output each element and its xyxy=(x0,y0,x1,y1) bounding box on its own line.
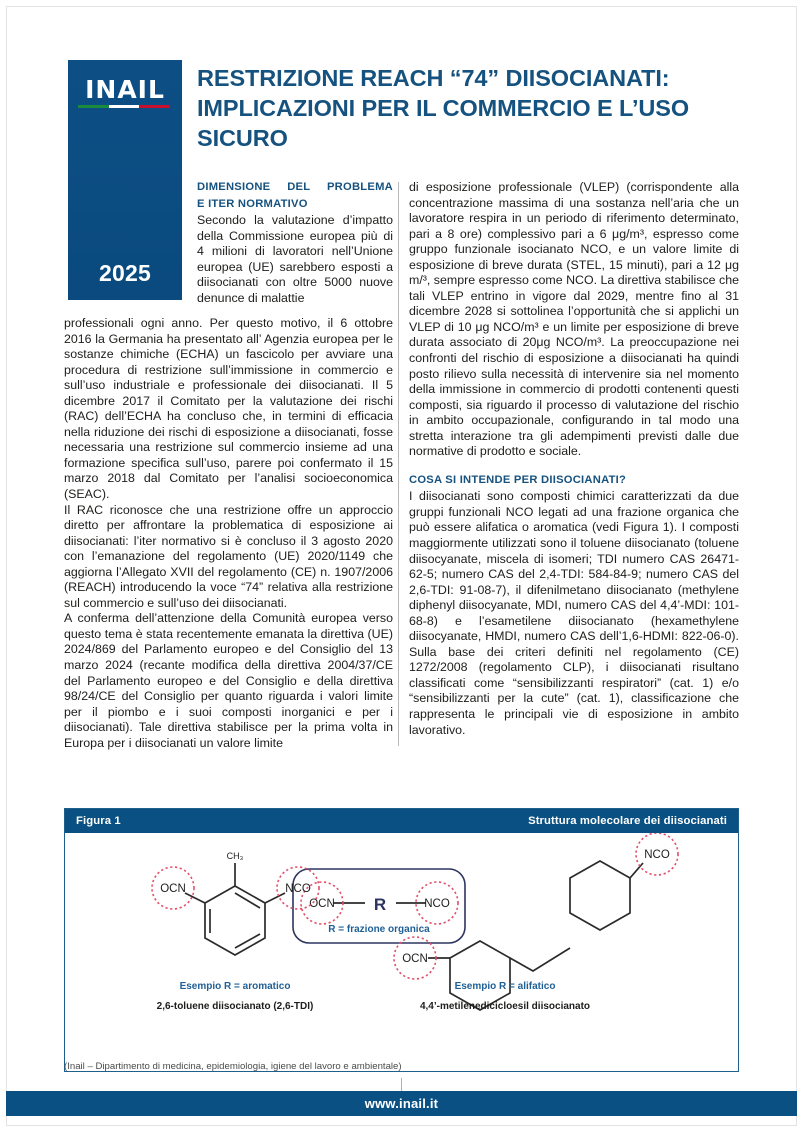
section-heading-dimensione-line2: E ITER NORMATIVO xyxy=(197,197,308,210)
figure-label: Figura 1 xyxy=(76,815,121,827)
column-left-upper xyxy=(197,180,393,306)
publication-year: 2025 xyxy=(99,260,151,286)
generic-center-label: R xyxy=(373,895,387,914)
aliphatic-name: 4,4’-metilenedicicloesil diisocianato xyxy=(419,1001,591,1012)
aromatic-name: 2,6-toluene diisocianato (2,6-TDI) xyxy=(156,1001,314,1012)
footer-bar xyxy=(6,1091,797,1116)
italian-flag-icon xyxy=(78,105,170,108)
aromatic-caption: Esempio R = aromatico xyxy=(179,981,291,992)
molecular-structure-diagram xyxy=(65,833,738,1071)
methyl-label: CH₃ xyxy=(226,851,244,861)
section-heading-dimensione-line1: DIMENSIONE DEL PROBLEMA xyxy=(197,181,393,193)
column-left-lower xyxy=(64,316,393,751)
aliphatic-caption: Esempio R = alifatico xyxy=(454,981,556,992)
aliphatic-left-group: OCN xyxy=(402,953,428,965)
inail-logo-text: INAIL xyxy=(85,75,165,104)
aliphatic-top-group: NCO xyxy=(644,849,670,861)
aromatic-left-group: OCN xyxy=(160,883,186,895)
paragraph-vlep: di esposizione professionale (VLEP) (corrispondente alla concentrazione massima di una sostanza nell’aria che un lavoratore respira in un periodo di riferimento determinato, pari a 8 ore) complessivo pari a 6 μg/m³, espresso come gruppo funzionale isocianato NCO, e un valore limite di esposizione di breve durata (STEL, 15 minuti), pari a 12 μg m/³, sempre espresso come NCO. La direttiva stabilisce che tali VLEP entrino in vigore dal 2029, mentre fino al 31 dicembre 2028 si sottolinea l’opportunità che si applichi un VLEP di 10 μg NCO/m³ e un limite per esposizione di breve durata associato di 20μg NCO/m³. La preoccupazione nei confronti del rischio di esposizione a diisocianati ha quindi posto rilievo sulla necessità di intervenire sia nel momento della immissione in commercio di prodotti contenenti questi composti, sia riguardo il processo di valutazione del rischio in ambito occupazionale, configurando in tal modo una stretta interazione tra gli adempimenti previsti dalle due normative di prodotto e sociale. xyxy=(409,180,739,459)
paragraph-definizione: I diisocianati sono composti chimici caratterizzati da due gruppi funzionali NCO legati ad una frazione organica che può essere alifatica o aromatica (vedi Figura 1). I composti maggiormente utilizzati sono il toluene diisocianato (toluene diisocyanate, miscela di isomeri; TDI numero CAS 26471-62-5; numero CAS del 2,4-TDI: 584-84-9; numero CAS del 2,6-TDI: 91-08-7), il difenilmetano diisocianato (methylene diphenyl diisocyanate, MDI, numero CAS del 4,4’-MDI: 101-68-8) e l’esametilene diisocianato (hexamethylene diisocyanate, HMDI, numero CAS dell’1,6-HDMI: 822-06-0). Sulla base dei criteri definiti nel regolamento (CE) 1272/2008 (regolamento CLP), i diisocianati risultano classificati come “sensibilizzanti respiratori” (cat. 1) e/o “sensibilizzanti per la cute” (cat. 1), classificazione che rappresenta le principali vie di esposizione in ambito lavorativo. xyxy=(409,489,739,737)
generic-left-group: OCN xyxy=(309,898,335,910)
figure-1 xyxy=(64,808,739,1072)
inail-website-link[interactable]: www.inail.it xyxy=(364,1096,439,1111)
page-title: RESTRIZIONE REACH “74” DIISOCIANATI: IMPLICAZIONI PER IL COMMERCIO E L’USO SICURO xyxy=(197,65,690,151)
paragraph-rac: Il RAC riconosce che una restrizione offre un approccio diretto per affrontare la problematica di esposizione ai diisocianati: l’iter normativo si è concluso il 3 agosto 2020 con l’emanazione del regolamento (UE) 2020/1149 che aggiorna l’Allegato XVII del regolamento (CE) n. 1907/2006 (REACH) introducendo la voce “74” relativa alla restrizione sul commercio e sull’uso dei diisocianati. xyxy=(64,502,393,610)
paragraph-direttiva: A conferma dell’attenzione della Comunità europea verso questo tema è stata recentemente emanata la direttiva (UE) 2024/869 del Parlamento europeo e del Consiglio del 13 marzo 2024 (recante modifica della direttiva 2004/37/CE del Parlamento europeo e del Consiglio e della direttiva 98/24/CE del Consiglio per quanto riguarda i valori limite per il piombo e i suoi composti inorganici e per i diisocianati). Tale direttiva stabilisce per la prima volta in Europa per i diisocianati un valore limite xyxy=(64,611,393,750)
figure-header-bar xyxy=(65,809,738,833)
cyclohexane-ring-lower xyxy=(450,941,510,1010)
benzene-ring xyxy=(205,886,265,955)
generic-right-group: NCO xyxy=(424,898,450,910)
paragraph-intro-start: Secondo la valutazione d’impatto della Commissione europea più di 4 milioni di lavoratori nell’Unione europea (UE) sarebbero esposti a diisocianati con oltre 5000 nuove denunce di malattie xyxy=(197,213,393,305)
section-heading-cosa-si-intende: COSA SI INTENDE PER DIISOCIANATI? xyxy=(409,473,627,486)
figure-title: Struttura molecolare dei diisocianati xyxy=(528,815,727,827)
inail-logo xyxy=(78,77,172,108)
footer-divider xyxy=(401,1078,402,1091)
figure-footnote: (Inail – Dipartimento di medicina, epidemiologia, igiene del lavoro e ambientale) xyxy=(64,1061,402,1072)
inail-logo-block xyxy=(68,60,182,300)
aromatic-right-group: NCO xyxy=(285,883,311,895)
column-right xyxy=(409,180,739,738)
cyclohexane-ring-upper xyxy=(570,861,630,930)
generic-legend: R = frazione organica xyxy=(328,924,430,935)
methylene-bridge xyxy=(510,948,570,971)
paragraph-intro-rest: professionali ogni anno. Per questo motivo, il 6 ottobre 2016 la Germania ha presentato all’ Agenzia europea per le sostanze chimiche (ECHA) un fascicolo per avviare una procedura di restrizione sull’immissione in commercio e sull’uso industriale e professionale dei diisocianati. Il 5 dicembre 2017 il Comitato per la valutazione dei rischi (RAC) dell’ECHA ha concluso che, in termini di efficacia nella riduzione dei rischi di esposizione a diisocianati, fosse necessaria una restrizione sul commercio insieme ad una formazione specifica sull’uso, parere poi confermato il 15 marzo 2018 dal Comitato per l’analisi socioeconomica (SEAC). xyxy=(64,316,393,502)
figure-canvas xyxy=(65,833,738,1071)
